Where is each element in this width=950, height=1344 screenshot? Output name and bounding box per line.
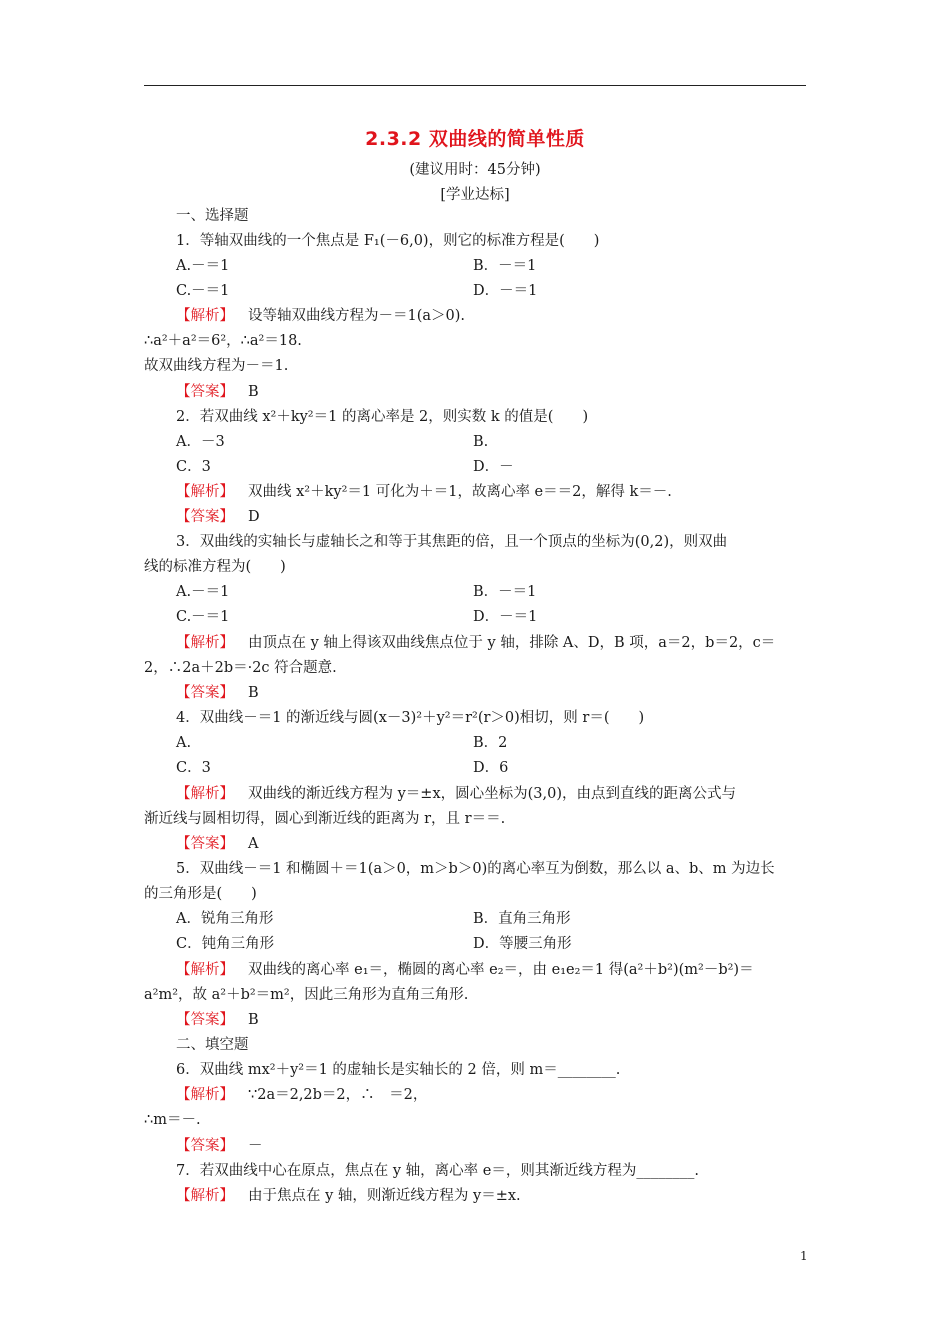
text-line-q1s3	[144, 357, 288, 375]
text-line-h1	[176, 207, 249, 225]
line-text: B．－＝1	[473, 584, 537, 600]
text-line-q2ans	[176, 508, 260, 526]
text-line-q2d	[473, 458, 514, 476]
text-line-q3s1	[176, 634, 775, 652]
line-text: ∵2a＝2,2b＝2，∴ ＝2，	[248, 1087, 428, 1103]
line-text: D．6	[473, 760, 509, 776]
line-text: B	[248, 685, 259, 701]
line-text: 2，∴2a＋2b＝·2c 符合题意.	[144, 660, 337, 676]
text-line-q3b2	[144, 558, 286, 576]
text-line-q6	[176, 1061, 620, 1079]
text-line-q4	[176, 709, 644, 727]
text-line-q4ans	[176, 835, 258, 853]
label-tag: 【答案】	[176, 384, 234, 400]
line-text: D．－	[473, 459, 514, 475]
text-line-q5bb	[473, 910, 571, 928]
label-tag: 【解析】	[176, 962, 234, 978]
text-line-q4d	[473, 759, 508, 777]
line-text: ∴m＝－.	[144, 1112, 201, 1128]
text-line-q2s1	[176, 483, 672, 501]
line-text: 2．若双曲线 x²＋ky²＝1 的离心率是 2，则实数 k 的值是( )	[176, 409, 589, 425]
text-line-q4s1	[176, 785, 736, 803]
text-line-q3d	[473, 608, 537, 626]
label-tag: 【解析】	[176, 1188, 234, 1204]
line-text: a²m²，故 a²＋b²＝m²，因此三角形为直角三角形.	[144, 987, 469, 1003]
text-line-q3a	[176, 583, 229, 601]
text-line-q1a	[176, 257, 229, 275]
line-text: B．直角三角形	[473, 911, 571, 927]
text-line-q3ans	[176, 684, 259, 702]
line-text: B．2	[473, 735, 508, 751]
text-line-q4s2	[144, 810, 505, 828]
line-text: A．锐角三角形	[176, 911, 274, 927]
line-text: 二、填空题	[176, 1037, 249, 1053]
section-label: [学业达标]	[440, 187, 510, 203]
line-text: D．－＝1	[473, 283, 538, 299]
text-line-q2a	[176, 433, 225, 451]
page-title: 2.3.2 双曲线的简单性质	[365, 128, 585, 150]
text-line-q1s1	[176, 307, 465, 325]
text-line-q5	[176, 860, 775, 878]
line-text: ∴a²＋a²＝6²，∴a²＝18.	[144, 333, 302, 349]
line-text: A.－＝1	[176, 584, 230, 600]
line-text: 故双曲线方程为－＝1.	[144, 358, 289, 374]
label-tag: 【答案】	[176, 1012, 234, 1028]
label-tag: 【解析】	[176, 308, 234, 324]
line-text: 3．双曲线的实轴长与虚轴长之和等于其焦距的倍，且一个顶点的坐标为(0,2)，则双曲	[176, 534, 728, 550]
line-text: 7．若双曲线中心在原点，焦点在 y 轴，离心率 e＝，则其渐近线方程为________.	[176, 1163, 699, 1179]
line-text: 6．双曲线 mx²＋y²＝1 的虚轴长是实轴长的 2 倍，则 m＝________.	[176, 1062, 621, 1078]
text-line-q3c	[176, 608, 229, 626]
line-text: D．等腰三角形	[473, 936, 572, 952]
text-line-q2b	[473, 433, 488, 451]
top-rule	[144, 85, 806, 86]
line-text: C．3	[176, 459, 211, 475]
text-line-q1ans	[176, 383, 259, 401]
line-text: C．3	[176, 760, 211, 776]
label-tag: 【解析】	[176, 786, 234, 802]
text-line-q5ans	[176, 1011, 259, 1029]
line-text: 由于焦点在 y 轴，则渐近线方程为 y＝±x.	[248, 1188, 521, 1204]
text-line-q5b2	[144, 885, 257, 903]
text-line-q2c	[176, 458, 211, 476]
line-text: C.－＝1	[176, 283, 230, 299]
text-line-q6s2	[144, 1111, 201, 1129]
line-text: 一、选择题	[176, 208, 249, 224]
line-text: C.－＝1	[176, 609, 230, 625]
text-line-q5s2	[144, 986, 468, 1004]
page-number: 1	[800, 1249, 808, 1263]
label-tag: 【答案】	[176, 836, 234, 852]
text-line-q1s2	[144, 332, 302, 350]
line-text: A	[248, 836, 259, 852]
text-line-q6ans	[176, 1137, 263, 1155]
text-line-q4b	[473, 734, 507, 752]
label-tag: 【答案】	[176, 509, 234, 525]
line-text: －	[248, 1138, 263, 1154]
text-line-q4c	[176, 759, 211, 777]
line-text: 5．双曲线－＝1 和椭圆＋＝1(a＞0，m＞b＞0)的离心率互为倒数，那么以 a、b、m 为边长	[176, 861, 775, 877]
line-text: D．－＝1	[473, 609, 538, 625]
line-text: 渐近线与圆相切得，圆心到渐近线的距离为 r，且 r＝＝.	[144, 811, 506, 827]
line-text: A.	[176, 735, 192, 751]
text-line-q1c	[176, 282, 229, 300]
text-line-q3bb	[473, 583, 536, 601]
line-text: 双曲线的离心率 e₁＝，椭圆的离心率 e₂＝，由 e₁e₂＝1 得(a²＋b²)(m²－b²)＝	[248, 962, 754, 978]
line-text: A.－＝1	[176, 258, 230, 274]
line-text: 设等轴双曲线方程为－＝1(a＞0).	[248, 308, 466, 324]
line-text: 双曲线的渐近线方程为 y＝±x，圆心坐标为(3,0)，由点到直线的距离公式与	[248, 786, 736, 802]
line-text: 双曲线 x²＋ky²＝1 可化为＋＝1，故离心率 e＝＝2，解得 k＝－.	[248, 484, 672, 500]
text-line-q5d	[473, 935, 572, 953]
text-line-q5s1	[176, 961, 754, 979]
line-text: B.	[473, 434, 489, 450]
line-text: D	[248, 509, 260, 525]
line-text: 1．等轴双曲线的一个焦点是 F₁(－6,0)，则它的标准方程是( )	[176, 233, 600, 249]
text-line-q1d	[473, 282, 537, 300]
time-hint: (建议用时：45分钟)	[409, 162, 541, 178]
text-line-q6s1	[176, 1086, 427, 1104]
text-line-q1b	[473, 257, 536, 275]
label-tag: 【答案】	[176, 1138, 234, 1154]
text-line-q2	[176, 408, 588, 426]
text-line-q5a	[176, 910, 273, 928]
label-tag: 【解析】	[176, 635, 234, 651]
label-tag: 【答案】	[176, 685, 234, 701]
line-text: B	[248, 384, 259, 400]
line-text: C．钝角三角形	[176, 936, 275, 952]
line-text: 4．双曲线－＝1 的渐近线与圆(x－3)²＋y²＝r²(r＞0)相切，则 r＝( )	[176, 710, 645, 726]
line-text: 线的标准方程为( )	[144, 559, 286, 575]
text-line-q4a	[176, 734, 191, 752]
text-line-q5c	[176, 935, 274, 953]
text-line-q7	[176, 1162, 699, 1180]
text-line-q7s1	[176, 1187, 521, 1205]
text-line-q3s2	[144, 659, 337, 677]
text-line-h2	[176, 1036, 249, 1054]
line-text: 由顶点在 y 轴上得该双曲线焦点位于 y 轴，排除 A、D，B 项，a＝2，b＝2，c＝	[248, 635, 776, 651]
label-tag: 【解析】	[176, 1087, 234, 1103]
line-text: B	[248, 1012, 259, 1028]
text-line-q3	[176, 533, 727, 551]
label-tag: 【解析】	[176, 484, 234, 500]
line-text: 的三角形是( )	[144, 886, 257, 902]
line-text: A．－3	[176, 434, 225, 450]
line-text: B．－＝1	[473, 258, 537, 274]
text-line-q1	[176, 232, 599, 250]
